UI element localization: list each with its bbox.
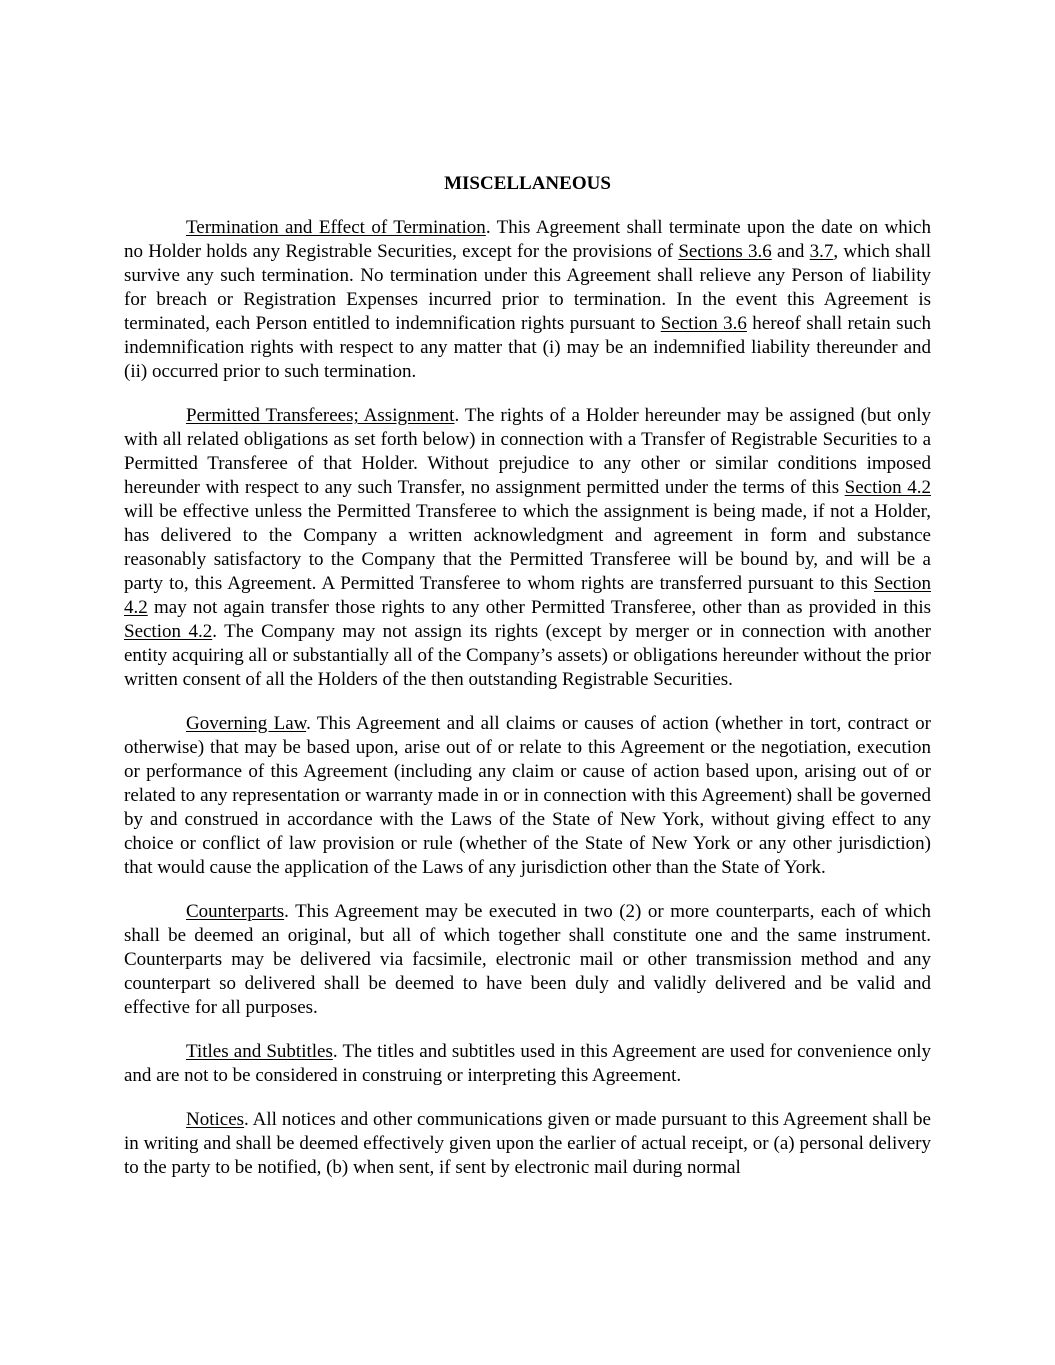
section-title: Notices: [186, 1109, 245, 1130]
section-notices: [124, 1108, 931, 1180]
section-text: . This Agreement may be executed in two (2) or more counterparts, each of which shall be deemed an original, but all of which together shall constitute one and the same instrument. Counterparts may be delivered via facsimile, electronic mail or other transmission method and any counterpart so delivered shall be deemed to have been duly and validly delivered and be valid and effective for all purposes.: [124, 901, 931, 1018]
section-text: , which shall survive any such termination. No termination under this Agreement shall relieve any Person of liability for breach or Registration Expenses incurred prior to termination. In the event this Agreement is terminated, each Person entitled to indemnification rights pursuant to: [124, 241, 931, 334]
section-permitted-transferees: [124, 404, 931, 692]
section-title: Governing Law: [186, 713, 307, 734]
section-text: . This Agreement shall terminate upon the date on which no Holder holds any Registrable Securities, except for the provisions of: [124, 217, 931, 262]
section-text: . This Agreement and all claims or causes of action (whether in tort, contract or otherwise) that may be based upon, arise out of or relate to this Agreement or the negotiation, execution or performance of this Agreement (including any claim or cause of action based upon, arising out of or related to any representation or warranty made in or in connection with this Agreement) shall be governed by and construed in accordance with the Laws of the State of New York, without giving effect to any choice or conflict of law provision or rule (whether of the State of New York or any other jurisdiction) that would cause the application of the Laws of any jurisdiction other than the State of York.: [124, 713, 931, 878]
section-titles-and-subtitles: [124, 1040, 931, 1088]
section-text: will be effective unless the Permitted Transferee to which the assignment is being made, if not a Holder, has delivered to the Company a written acknowledgment and agreement in form and substance reasonably satisfactory to the Company that the Permitted Transferee will be bound by, and will be a party to, this Agreement. A Permitted Transferee to whom rights are transferred pursuant to this: [124, 501, 931, 594]
document-page: [124, 172, 931, 1180]
section-title: Counterparts: [186, 901, 285, 922]
cross-reference: Section 4.2: [124, 573, 931, 618]
section-title: Titles and Subtitles: [186, 1041, 333, 1062]
section-text: and: [771, 241, 810, 262]
section-text: . The rights of a Holder hereunder may be assigned (but only with all related obligations as set forth below) in connection with a Transfer of Registrable Securities to a Permitted Transferee of that Holder. Without prejudice to any other or similar conditions imposed hereunder with respect to any such Transfer, no assignment permitted under the terms of this: [124, 405, 931, 498]
page-heading: MISCELLANEOUS: [444, 173, 611, 194]
section-counterparts: [124, 900, 931, 1020]
section-title: Termination and Effect of Termination: [186, 217, 486, 238]
cross-reference: Section 4.2: [844, 477, 931, 498]
cross-reference: Section 3.6: [660, 313, 747, 334]
section-governing-law: [124, 712, 931, 880]
section-text: hereof shall retain such indemnification rights with respect to any matter that (i) may be an indemnified liability thereunder and (ii) occurred prior to such termination.: [124, 313, 932, 382]
section-text: may not again transfer those rights to any other Permitted Transferee, other than as provided in this: [147, 597, 931, 618]
section-title: Permitted Transferees; Assignment: [186, 405, 455, 426]
section-termination: [124, 216, 931, 384]
section-text: . All notices and other communications given or made pursuant to this Agreement shall be in writing and shall be deemed effectively given upon the earlier of actual receipt, or (a) personal delivery to the party to be notified, (b) when sent, if sent by electronic mail during normal: [124, 1109, 931, 1178]
section-text: . The titles and subtitles used in this Agreement are used for convenience only and are not to be considered in construing or interpreting this Agreement.: [124, 1041, 931, 1086]
section-text: . The Company may not assign its rights (except by merger or in connection with another entity acquiring all or substantially all of the Company’s assets) or obligations hereunder without the prior written consent of all the Holders of the then outstanding Registrable Securities.: [124, 621, 931, 690]
cross-reference: 3.7: [809, 241, 834, 262]
cross-reference: Sections 3.6: [678, 241, 772, 262]
cross-reference: Section 4.2: [124, 621, 213, 642]
